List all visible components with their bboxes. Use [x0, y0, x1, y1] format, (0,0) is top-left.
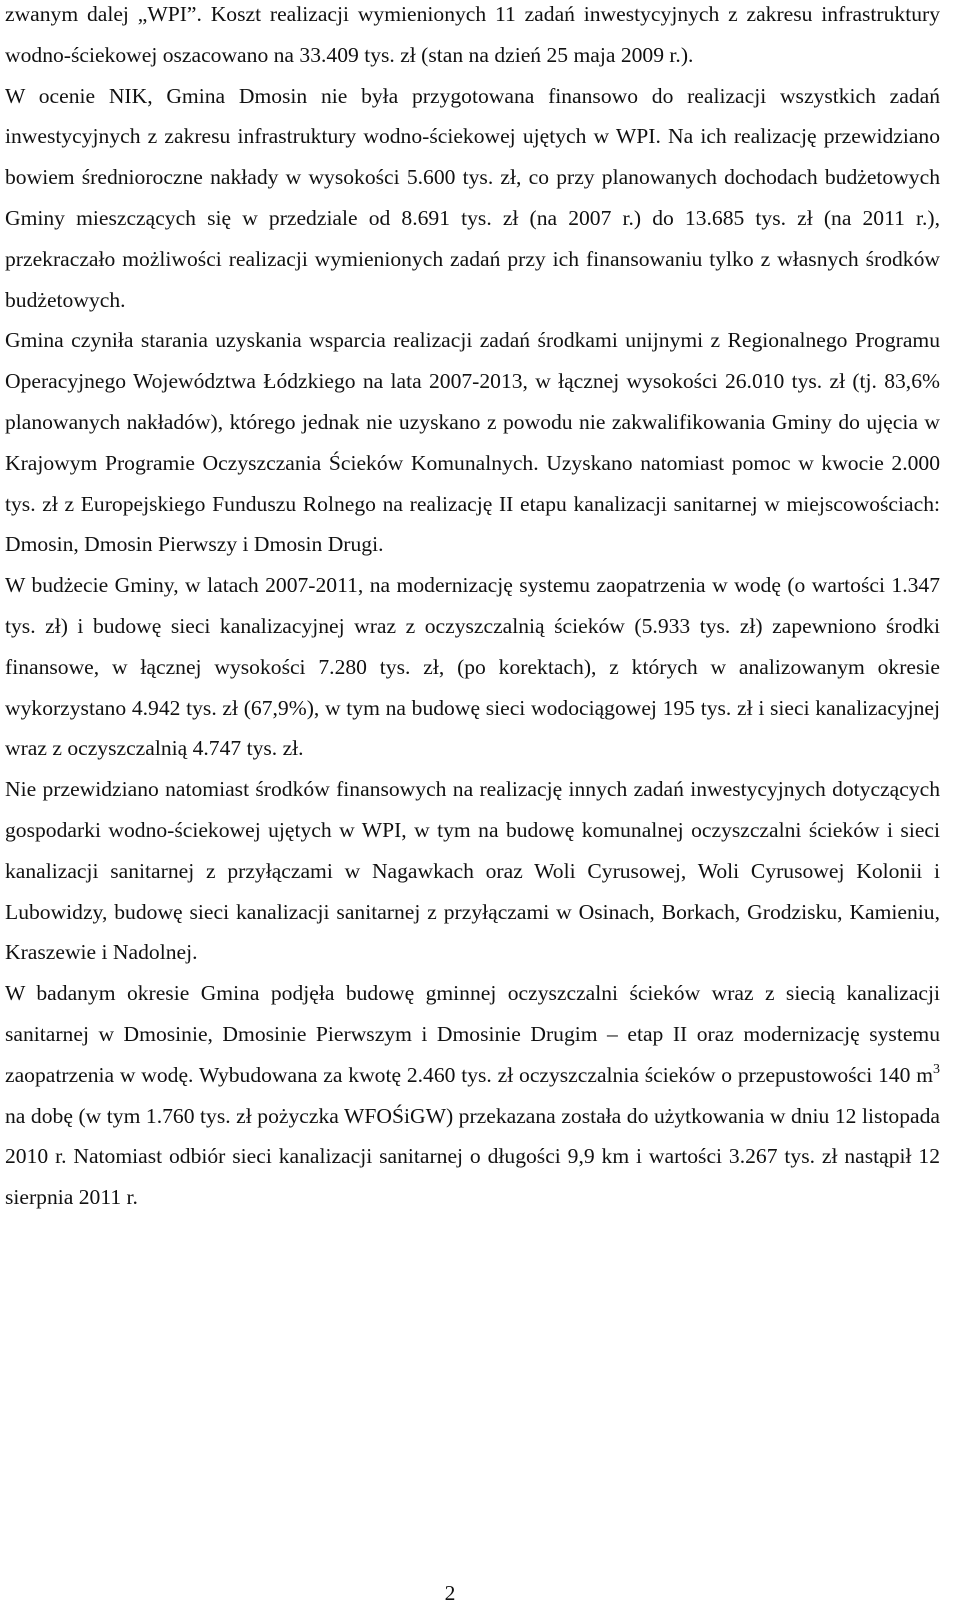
paragraph: W budżecie Gminy, w latach 2007-2011, na modernizację systemu zaopatrzenia w wodę (o wartości 1.347 tys. zł) i budowę sieci kanalizacyjnej wraz z oczyszczalnią ścieków (5.933 tys. zł) zapewniono środki finansowe, w łącznej wysokości 7.280 tys. zł, (po korektach), z których w analizowanym okresie wykorzystano 4.942 tys. zł (67,9%), w tym na budowę sieci wodociągowej 195 tys. zł i sieci kanalizacyjnej wraz z oczyszczalnią 4.747 tys. zł.: [5, 573, 940, 761]
paragraph-text: na dobę (w tym 1.760 tys. zł pożyczka WFOŚiGW) przekazana została do użytkowania w dniu 12 listopada 2010 r. Natomiast odbiór sieci kanalizacji sanitarnej o długości 9,9 km i wartości 3.267 tys. zł nastąpił 12 sierpnia 2011 r.: [5, 1103, 940, 1210]
document-body: [5, 0, 940, 1218]
paragraph: W ocenie NIK, Gmina Dmosin nie była przygotowana finansowo do realizacji wszystkich zadań inwestycyjnych z zakresu infrastruktury wodno-ściekowej ujętych w WPI. Na ich realizację przewidziano bowiem średnioroczne nakłady w wysokości 5.600 tys. zł, co przy planowanych dochodach budżetowych Gminy mieszczących się w przedziale od 8.691 tys. zł (na 2007 r.) do 13.685 tys. zł (na 2011 r.), przekraczało możliwości realizacji wymienionych zadań przy ich finansowaniu tylko z własnych środków budżetowych.: [5, 83, 940, 312]
paragraph: zwanym dalej „WPI”. Koszt realizacji wymienionych 11 zadań inwestycyjnych z zakresu infrastruktury wodno-ściekowej oszacowano na 33.409 tys. zł (stan na dzień 25 maja 2009 r.).: [5, 2, 940, 67]
paragraph: Nie przewidziano natomiast środków finansowych na realizację innych zadań inwestycyjnych dotyczących gospodarki wodno-ściekowej ujętych w WPI, w tym na budowę komunalnej oczyszczalni ścieków i sieci kanalizacji sanitarnej z przyłączami w Nagawkach oraz Woli Cyrusowej, Woli Cyrusowej Kolonii i Lubowidzy, budowę sieci kanalizacji sanitarnej z przyłączami w Osinach, Borkach, Grodzisku, Kamieniu, Kraszewie i Nadolnej.: [5, 777, 940, 965]
paragraph-text: W badanym okresie Gmina podjęła budowę gminnej oczyszczalni ścieków wraz z siecią kanalizacji sanitarnej w Dmosinie, Dmosinie Pierwszym i Dmosinie Drugim – etap II oraz modernizację systemu zaopatrzenia w wodę. Wybudowana za kwotę 2.460 tys. zł oczyszczalnia ścieków o przepustowości 140 m: [5, 981, 940, 1087]
paragraph-with-superscript: [5, 973, 940, 1218]
superscript-exponent: 3: [933, 1061, 940, 1077]
page-number: 2: [444, 1581, 456, 1605]
paragraph: Gmina czyniła starania uzyskania wsparcia realizacji zadań środkami unijnymi z Regionalnego Programu Operacyjnego Województwa Łódzkiego na lata 2007-2013, w łącznej wysokości 26.010 tys. zł (tj. 83,6% planowanych nakładów), którego jednak nie uzyskano z powodu nie zakwalifikowania Gminy do ujęcia w Krajowym Programie Oczyszczania Ścieków Komunalnych. Uzyskano natomiast pomoc w kwocie 2.000 tys. zł z Europejskiego Funduszu Rolnego na realizację II etapu kanalizacji sanitarnej w miejscowościach: Dmosin, Dmosin Pierwszy i Dmosin Drugi.: [5, 328, 940, 557]
